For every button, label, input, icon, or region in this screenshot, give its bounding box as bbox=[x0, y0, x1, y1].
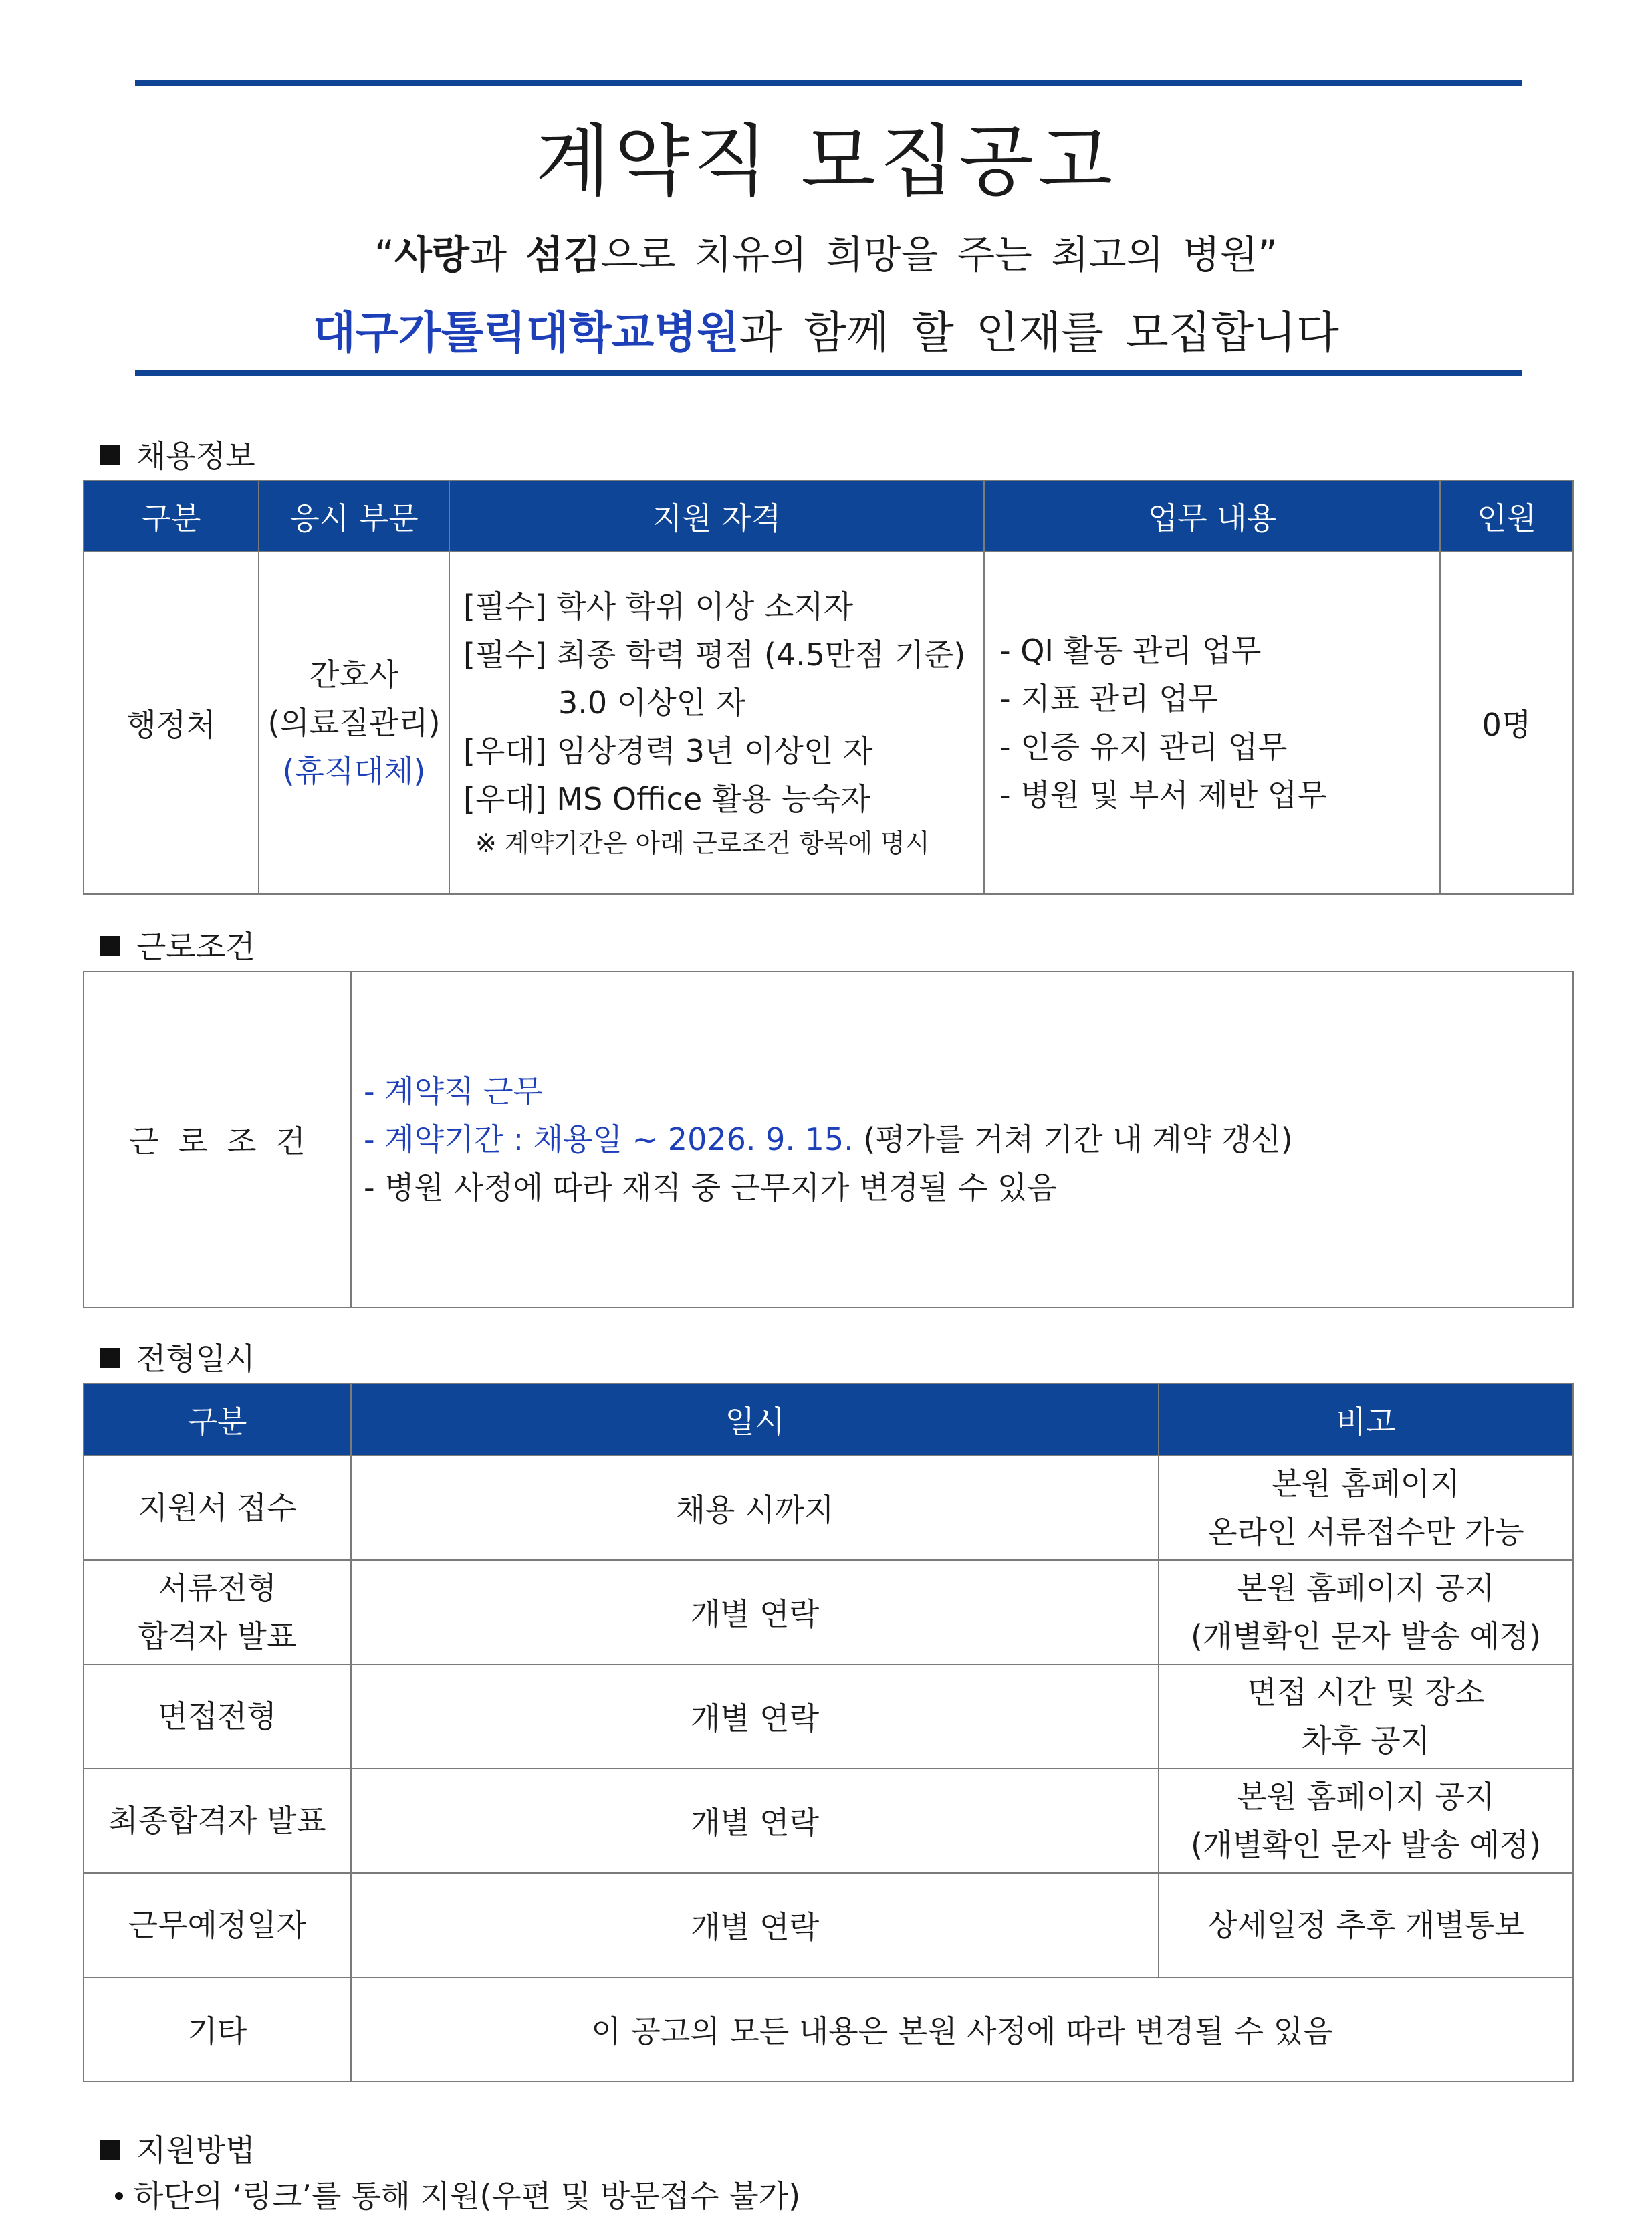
other-note-cell: 이 공고의 모든 내용은 본원 사정에 따라 변경될 수 있음 bbox=[351, 1977, 1573, 2082]
schedule-table bbox=[83, 1383, 1574, 2082]
remark-cell: 본원 홈페이지 온라인 서류접수만 가능 bbox=[1159, 1456, 1573, 1560]
remark-cell: 본원 홈페이지 공지 (개별확인 문자 발송 예정) bbox=[1159, 1769, 1573, 1873]
col-header: 업무 내용 bbox=[984, 481, 1440, 552]
schedule-row bbox=[84, 1456, 1573, 1560]
date-cell: 개별 연락 bbox=[351, 1560, 1159, 1664]
duty-cell: - QI 활동 관리 업무 - 지표 관리 업무 - 인증 유지 관리 업무 - 병원 및 부서 제반 업무 bbox=[984, 552, 1440, 894]
date-cell: 개별 연락 bbox=[351, 1664, 1159, 1769]
schedule-row bbox=[84, 1560, 1573, 1664]
headcount-cell: 0명 bbox=[1440, 552, 1573, 894]
date-cell: 개별 연락 bbox=[351, 1769, 1159, 1873]
schedule-row bbox=[84, 1664, 1573, 1769]
col-header: 구분 bbox=[84, 1383, 351, 1456]
slogan: “사랑과 섬김으로 치유의 희망을 주는 최고의 병원” bbox=[374, 232, 1278, 277]
square-bullet-icon bbox=[100, 936, 120, 956]
remark-cell: 본원 홈페이지 공지 (개별확인 문자 발송 예정) bbox=[1159, 1560, 1573, 1664]
recruit-table bbox=[83, 480, 1574, 895]
stage-cell: 근무예정일자 bbox=[84, 1873, 351, 1977]
section-heading-schedule: 전형일시 bbox=[100, 1335, 255, 1379]
conditions-label: 근 로 조 건 bbox=[84, 972, 351, 1307]
square-bullet-icon bbox=[100, 2140, 120, 2160]
date-cell: 개별 연락 bbox=[351, 1873, 1159, 1977]
schedule-row bbox=[84, 1769, 1573, 1873]
col-header: 지원 자격 bbox=[449, 481, 984, 552]
section-heading-conditions: 근로조건 bbox=[100, 923, 255, 967]
remark-cell: 상세일정 추후 개별통보 bbox=[1159, 1873, 1573, 1977]
col-header: 구분 bbox=[84, 481, 259, 552]
hospital-name: 대구가톨릭대학교병원 bbox=[313, 307, 739, 358]
recruit-header-row bbox=[84, 481, 1573, 552]
contract-note: ※ 계약기간은 아래 근로조건 항목에 명시 bbox=[475, 828, 930, 858]
square-bullet-icon bbox=[100, 1348, 120, 1368]
remark-cell: 면접 시간 및 장소 차후 공지 bbox=[1159, 1664, 1573, 1769]
page-title: 계약직 모집공고 bbox=[535, 116, 1117, 207]
bullet-dot-icon bbox=[115, 2192, 123, 2200]
section-heading-apply: 지원방법 bbox=[100, 2126, 255, 2170]
top-divider bbox=[135, 80, 1522, 86]
stage-cell: 서류전형 합격자 발표 bbox=[84, 1560, 351, 1664]
stage-cell: 기타 bbox=[84, 1977, 351, 2082]
col-header: 인원 bbox=[1440, 481, 1573, 552]
schedule-other-row bbox=[84, 1977, 1573, 2082]
recruit-row bbox=[84, 552, 1573, 894]
division-cell: 행정처 bbox=[84, 552, 259, 894]
stage-cell: 면접전형 bbox=[84, 1664, 351, 1769]
section-heading-recruit: 채용정보 bbox=[100, 432, 255, 476]
conditions-table bbox=[83, 971, 1574, 1308]
col-header: 응시 부문 bbox=[259, 481, 449, 552]
bottom-divider bbox=[135, 370, 1522, 376]
stage-cell: 최종합격자 발표 bbox=[84, 1769, 351, 1873]
subtitle: 대구가톨릭대학교병원과 함께 할 인재를 모집합니다 bbox=[313, 307, 1339, 358]
date-cell: 채용 시까지 bbox=[351, 1456, 1159, 1560]
apply-method-item: 하단의 ‘링크’를 통해 지원(우편 및 방문접수 불가) bbox=[115, 2172, 800, 2216]
conditions-content: - 계약직 근무 - 계약기간 : 채용일 ~ 2026. 9. 15. (평가를 거쳐 기간 내 계약 갱신) - 병원 사정에 따라 재직 중 근무지가 변경될 수 있음 bbox=[351, 972, 1573, 1307]
col-header: 비고 bbox=[1159, 1383, 1573, 1456]
col-header: 일시 bbox=[351, 1383, 1159, 1456]
qualification-cell: [필수] 학사 학위 이상 소지자 [필수] 최종 학력 평점 (4.5만점 기준) 3.0 이상인 자 [우대] 임상경력 3년 이상인 자 [우대] MS Office 활용 능숙자 ※ 계약기간은 아래 근로조건 항목에 명시 bbox=[449, 552, 984, 894]
leave-replacement-tag: (휴직대체) bbox=[282, 753, 426, 789]
conditions-row bbox=[84, 972, 1573, 1307]
schedule-row bbox=[84, 1873, 1573, 1977]
square-bullet-icon bbox=[100, 445, 120, 465]
stage-cell: 지원서 접수 bbox=[84, 1456, 351, 1560]
schedule-header-row bbox=[84, 1383, 1573, 1456]
position-cell: 간호사 (의료질관리) (휴직대체) bbox=[259, 552, 449, 894]
